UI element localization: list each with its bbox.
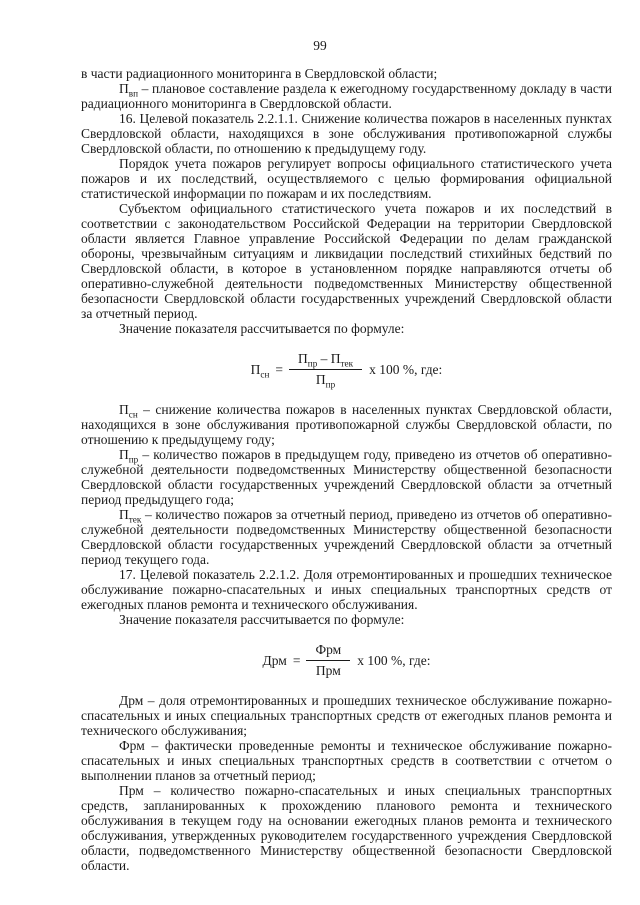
equals-sign: = xyxy=(275,361,284,377)
paragraph-formula-intro-1: Значение показателя рассчитывается по формуле: xyxy=(119,321,405,336)
page-number: 99 xyxy=(313,38,327,53)
symbol-subscript: сн xyxy=(128,409,138,420)
paragraph-text: – снижение количества пожаров в населенных пунктах Свердловской области, находящихся в зоне обслуживания противопожарной службы Свердловской области, по отношению к предыдущему году; xyxy=(81,402,612,447)
equals-sign: = xyxy=(292,652,301,668)
paragraph-indicator-16: 16. Целевой показатель 2.2.1.1. Снижение количества пожаров в населенных пунктах Свердловской области, находящихся в зоне обслуживания противопожарной службы Свердловской области, по отношению к предыдущему году. xyxy=(81,111,612,156)
paragraph-indicator-17: 17. Целевой показатель 2.2.1.2. Доля отремонтированных и прошедших техническое обслуживание пожарно-спасательных и иных специальных транспортных средств от ежегодных планов ремонта и технического обслуживания. xyxy=(81,567,612,612)
fraction xyxy=(306,642,350,678)
paragraph-frm-definition: Фрм – фактически проведенные ремонты и техническое обслуживание пожарно-спасательных и иных специальных транспортных средств в соответствии с отчетом о выполнении планов за отчетный период; xyxy=(81,738,612,783)
paragraph-text: – плановое составление раздела к ежегодному государственному докладу в части радиационного мониторинга в Свердловской области. xyxy=(81,81,612,111)
paragraph-ppr-definition xyxy=(81,447,612,507)
symbol-subscript: тек xyxy=(340,358,354,369)
paragraph-statistics-subject: Субъектом официального статистического учета пожаров и их последствий в соответствии с законодательством Российской Федерации на территории Свердловской области является Главное управление Российской Федерации по делам гражданской обороны, чрезвычайным ситуациям и ликвидации последствий стихийных бедствий по Свердловской области, в которое в установленном порядке направляются отчеты об оперативно-служебной деятельности подведомственных Министерству общественной безопасности Свердловской области государственных учреждений Свердловской области за отчетный период. xyxy=(81,201,612,321)
symbol-base: П xyxy=(119,507,129,522)
symbol-base: П xyxy=(298,351,308,366)
minus-sign: – xyxy=(317,351,331,366)
formula-drm xyxy=(81,642,612,678)
symbol-base: П xyxy=(119,447,129,462)
formula-rhs: х 100 %, где: xyxy=(369,361,443,377)
fraction-numerator: Фрм xyxy=(306,642,350,661)
fraction-denominator: Прм xyxy=(315,663,341,678)
symbol-base: П xyxy=(250,361,261,377)
fraction xyxy=(289,351,362,390)
formula-lhs xyxy=(250,361,270,380)
fraction-numerator xyxy=(289,351,362,370)
paragraph-text: – количество пожаров за отчетный период, приведено из отчетов об оперативно-служебной деятельности подведомственных Министерству общественной безопасности Свердловской области государственных учреждений Свердловской области за отчетный период текущего года. xyxy=(81,507,612,567)
fraction-denominator xyxy=(289,370,362,390)
symbol-base: П xyxy=(119,402,129,417)
formula-psn xyxy=(81,351,612,390)
symbol-subscript: вп xyxy=(128,88,138,99)
paragraph-drm-definition: Дрм – доля отремонтированных и прошедших техническое обслуживание пожарно-спасательных и иных специальных транспортных средств от ежегодных планов ремонта и технического обслуживания; xyxy=(81,693,612,738)
paragraph-pvp-definition xyxy=(81,81,612,111)
symbol-subscript: сн xyxy=(260,369,270,380)
symbol-subscript: пр xyxy=(128,454,139,465)
symbol-subscript: пр xyxy=(307,358,318,369)
formula-rhs: х 100 %, где: xyxy=(357,652,431,668)
formula-lhs: Дрм xyxy=(262,652,287,668)
paragraph-prm-definition: Прм – количество пожарно-спасательных и иных специальных транспортных средств, запланированных к прохождению планового ремонта и технического обслуживания в текущем году на основании ежегодных планов ремонта и технического обслуживания, утвержденных руководителем государственного учреждения Свердловской области, подведомственного Министерству общественной безопасности Свердловской области. xyxy=(81,783,612,873)
paragraph-fire-accounting: Порядок учета пожаров регулирует вопросы официального статистического учета пожаров и их последствий, осуществляемого с целью формирования официальной статистической информации по пожарам и их последствиям. xyxy=(81,156,612,201)
symbol-base: П xyxy=(119,81,129,96)
paragraph-formula-intro-2: Значение показателя рассчитывается по формуле: xyxy=(119,612,405,627)
paragraph-ptek-definition xyxy=(81,507,612,567)
symbol-subscript: тек xyxy=(128,514,142,525)
paragraph-intro-tail: в части радиационного мониторинга в Свердловской области; xyxy=(81,66,438,81)
symbol-base: П xyxy=(330,351,341,366)
paragraph-text: – количество пожаров в предыдущем году, приведено из отчетов об оперативно-служебной деятельности подведомственных Министерству общественной безопасности Свердловской области государственных учреждений Свердловской области за отчетный период предыдущего года; xyxy=(81,447,612,507)
symbol-subscript: пр xyxy=(325,379,336,390)
paragraph-psn-definition xyxy=(81,402,612,447)
symbol-base: П xyxy=(315,372,326,387)
document-body xyxy=(81,66,612,873)
